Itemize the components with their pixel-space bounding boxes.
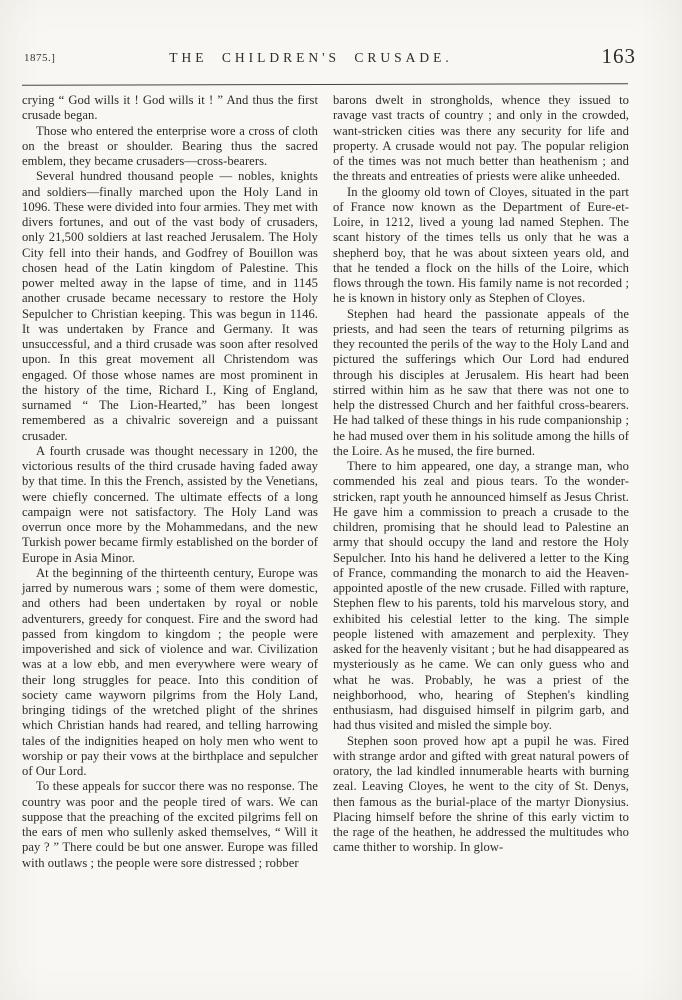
paragraph: barons dwelt in strongholds, whence they issued to ravage vast tracts of country ; and only in the crowded, want-stricken cities was there any security for life and property. A crusade would not pay. The popular religion of the times was not much better than heathenism ; and the threats and entreaties of priests were alike unheeded.: [333, 93, 629, 184]
header-rule: [22, 83, 628, 86]
paragraph: Stephen soon proved how apt a pupil he was. Fired with strange ardor and gifted with great natural powers of oratory, the lad kindled innumerable hearts with burning zeal. Leaving Cloyes, he went to the city of St. Denys, then famous as the burial-place of the martyr Dionysius. Placing himself before the shrine of this early victim to the rage of the heathen, he addressed the multitudes who came thither to worship. In glow-: [333, 733, 629, 855]
paragraph: At the beginning of the thirteenth century, Europe was jarred by numerous wars ; some of them were domestic, and others had been undertaken by royal or noble adventurers, greedy for conquest. Fire and the sword had passed from kingdom to kingdom ; the people were impoverished and sick of violence and war. Civilization was at a low ebb, and men everywhere were weary of their long struggles for peace. Into this condition of society came wayworn pilgrims from the Holy Land, bringing tidings of the wretched plight of the shrines which Christian hands had reared, and telling harrowing tales of the indignities heaped on holy men who went to worship or pay their vows at the birthplace and sepulcher of Our Lord.: [22, 565, 318, 778]
left-column: [22, 93, 318, 871]
page-number: 163: [601, 44, 636, 68]
page-body: [22, 93, 630, 871]
paragraph: crying “ God wills it ! God wills it ! ” And thus the first crusade began.: [22, 93, 318, 123]
paragraph: Those who entered the enterprise wore a cross of cloth on the breast or shoulder. Bearing thus the sacred emblem, they became crusaders—cross-bearers.: [22, 123, 318, 168]
paragraph: There to him appeared, one day, a strange man, who commended his zeal and pious tears. To the wonder-stricken, rapt youth he announced himself as Jesus Christ. He gave him a commission to preach a crusade to the children, promising that he should lead to Palestine an army that should occupy the land and restore the Holy Sepulcher. Into his hand he delivered a letter to the King of France, commanding the monarch to aid the Heaven-appointed apostle of the new crusade. Filled with rapture, Stephen flew to his parents, told his marvelous story, and exhibited his celestial letter to the king. The simple people listened with amazement and perplexity. They asked for the heavenly visitant ; but he had disappeared as mysteriously as he came. We can only guess who and what he was. Probably, he was a priest of the neighborhood, who, hearing of Stephen's kindling enthusiasm, had disguised himself in pilgrim garb, and had thus visited and misled the simple boy.: [333, 459, 630, 733]
running-head: [0, 0, 682, 90]
paragraph: A fourth crusade was thought necessary in 1200, the victorious results of the third crusade having faded away by that time. In this the French, assisted by the Venetians, were chiefly concerned. The ultimate effects of a long campaign were not satisfactory. The Holy Land was overrun once more by the Mohammedans, and the new Turkish power became firmly established on the border of Europe in Asia Minor.: [22, 443, 318, 565]
paragraph: Several hundred thousand people — nobles, knights and soldiers—finally marched upon the Holy Land in 1096. These were divided into four armies. They met with divers fortunes, and out of the vast body of crusaders, only 21,500 soldiers at last reached Jerusalem. The Holy City fell into their hands, and Godfrey of Bouillon was chosen head of the Latin kingdom of Palestine. This power melted away in the lapse of time, and in 1145 another crusade became necessary to restore the Holy Sepulcher to Christian keeping. This was begun in 1146. It was undertaken by France and Germany. It was unsuccessful, and a third crusade was soon after resolved upon. In this great movement all Christendom was engaged. Of those whose names are most prominent in the history of the time, Richard I., King of England, surnamed “ The Lion-Hearted,” has been longest remembered as a chivalric sovereign and a puissant crusader.: [22, 169, 318, 443]
page-title: THE CHILDREN'S CRUSADE.: [169, 50, 453, 65]
paragraph: To these appeals for succor there was no response. The country was poor and the people tired of wars. We can suppose that the preaching of the excited pilgrims fell on the ears of men who sullenly asked themselves, “ Will it pay ? ” There could be but one answer. Europe was filled with outlaws ; the people were sore distressed ; robber: [22, 779, 318, 870]
page-date: 1875.]: [24, 52, 56, 64]
right-column: [333, 93, 629, 871]
paragraph: Stephen had heard the passionate appeals of the priests, and had seen the tears of returning pilgrims as they recounted the perils of the way to the Holy Land and pictured the sufferings which Our Lord had endured through his disciples at Jerusalem. His heart had been stirred within him as he saw that there was not one to help the distressed Church and her faithful cross-bearers. He had talked of these things in his rude companionship ; he had mused over them in his solitude among the hills of the Loire. As he mused, the fire burned.: [333, 306, 629, 458]
paragraph: In the gloomy old town of Cloyes, situated in the part of France now known as the Department of Eure-et-Loire, in 1212, lived a young lad named Stephen. The scant history of the times tells us only that he was a shepherd boy, that he was about sixteen years old, and that he tended a flock on the hills of the Loire, which flows through the town. His family name is not recorded ; he is known in history only as Stephen of Cloyes.: [333, 184, 629, 306]
